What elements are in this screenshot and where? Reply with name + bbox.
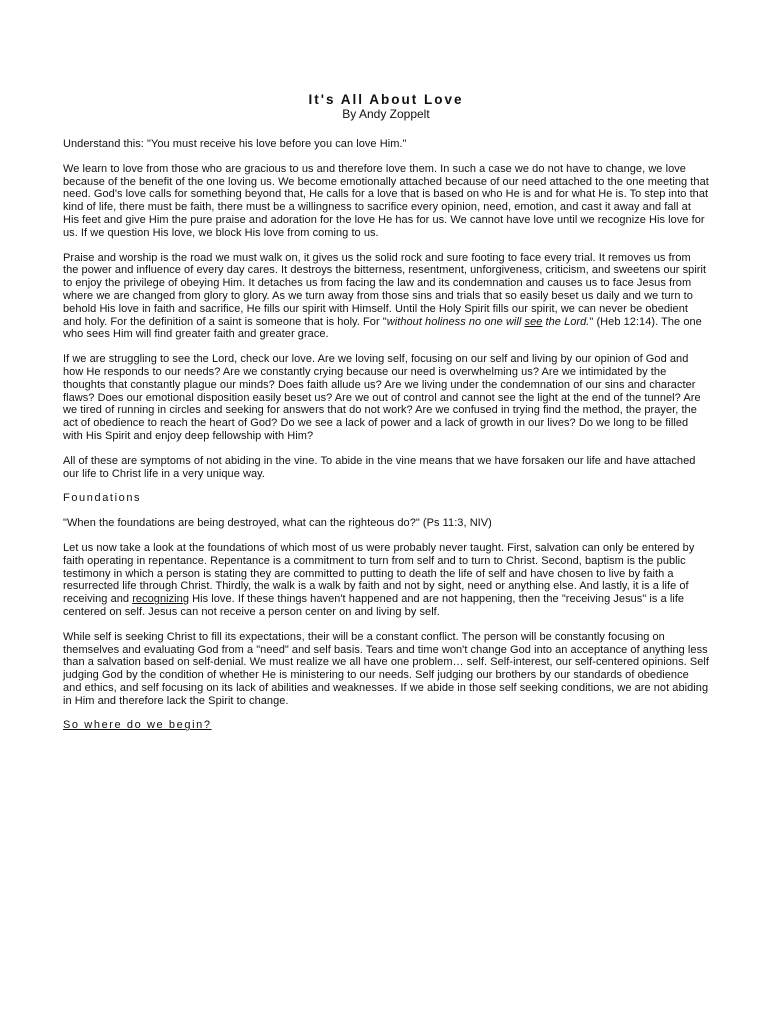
paragraph-2-text-after: " (Heb 12:14). The one who sees Him will find greater faith and greater grace. <box>63 315 702 341</box>
paragraph-4: All of these are symptoms of not abiding in the vine. To abide in the vine means that we have forsaken our life and have attached our life to Christ life in a very unique way. <box>63 454 696 480</box>
paragraph-1: We learn to love from those who are gracious to us and therefore love them. In such a case we do not have to change, we love because of the benefit of the one loving us. We become emotionally attached because of our need attached to the one meeting that need. God's love calls for something beyond that, He calls for a love that is based on who He is and for what He is. To step into that kind of life, there must be faith, there must be a willingness to sacrifice every opinion, need, emotion, and cast it away and fall at His feet and give Him the pure praise and adoration for the love He has for us. We cannot have love until we recognize His love for us. If we question His love, we block His love from coming to us. <box>63 162 709 239</box>
scripture-citation: "When the foundations are being destroyed, what can the righteous do?" (Ps 11:3, NIV) <box>63 517 492 530</box>
document-title: It's All About Love <box>308 92 464 107</box>
scripture-quote: without holiness no one will see the Lord. <box>386 315 590 328</box>
document-page <box>63 92 709 744</box>
paragraph-6-text-before: Let us now take a look at the foundations of which most of us were probably never taught. First, salvation can only be entered by faith operating in repentance. Repentance is a commitment to turn from self and to turn to Christ. Second, baptism is the public testimony in which a person is stating they are committed to putting to death the life of self and have chosen to live by faith a resurrected life through Christ. Thirdly, the walk is a walk by faith and not by sight, need or anything else. And lastly, it is a life of receiving and <box>63 541 695 606</box>
section-heading-foundations: Foundations <box>63 492 142 505</box>
paragraph-6 <box>63 542 709 619</box>
paragraph-2 <box>63 252 709 342</box>
intro-paragraph: Understand this: "You must receive his love before you can love Him." <box>63 138 407 150</box>
section-heading-where-begin: So where do we begin? <box>63 719 212 732</box>
paragraph-6-text-after: His love. If these things haven't happened and are not happening, then the "receiving Jesus" is a life centered on self. Jesus can not receive a person center on and living by self. <box>63 593 685 618</box>
paragraph-7: While self is seeking Christ to fill its expectations, their will be a constant conflict. The person will be constantly focusing on themselves and evaluating God from a "need" and self basis. Tears and time won't change God into an acceptance of anything less than a salvation based on self-denial. We must realize we all have one problem… self. Self-interest, our self-centered opinions. Self judging God by the condition of whether He is ministering to our needs. Self judging our brothers by our standards of obedience and ethics, and self focusing on its lack of abilities and weaknesses. If we abide in those self seeking conditions, we are not abiding in Him and therefore lack the Spirit to change. <box>63 630 710 707</box>
paragraph-2-text-before: Praise and worship is the road we must walk on, it gives us the solid rock and sure footing to face every trial. It removes us from the power and influence of every day cares. It destroys the bitterness, resentment, unforgiveness, criticism, and sweetens our spirit to enjoy the privilege of obeying Him. It detaches us from facing the law and its condemnation and causes us to face Jesus from where we are changed from glory to glory. As we turn away from those sins and trials that so easily beset us daily and we turn to behold His love in faith and sacrifice, He fills our spirit with Himself. Until the Holy Spirit fills our spirit, we can never be obedient and holy. For the definition of a saint is someone that is holy. For " <box>63 251 707 328</box>
document-byline: By Andy Zoppelt <box>342 107 430 121</box>
underlined-word-recognizing: recognizing <box>132 593 189 606</box>
underlined-word-see: see <box>524 315 543 328</box>
paragraph-3: If we are struggling to see the Lord, check our love. Are we loving self, focusing on our self and living by our opinion of God and how He responds to our needs? Are we constantly crying because our need is overwhelming us? Are we intimidated by the thoughts that constantly plague our minds? Does faith allude us? Are we living under the condemnation of our sins and character flaws? Does our emotional disposition easily beset us? Are we out of control and cannot see the light at the end of the tunnel? Are we tired of running in circles and seeking for answers that do not work? Are we confused in trying find the method, the prayer, the act of obedience to reach the heart of God? Do we see a lack of power and a lack of growth in our lives? Do we long to be filled with His Spirit and enjoy deep fellowship with Him? <box>63 353 701 442</box>
